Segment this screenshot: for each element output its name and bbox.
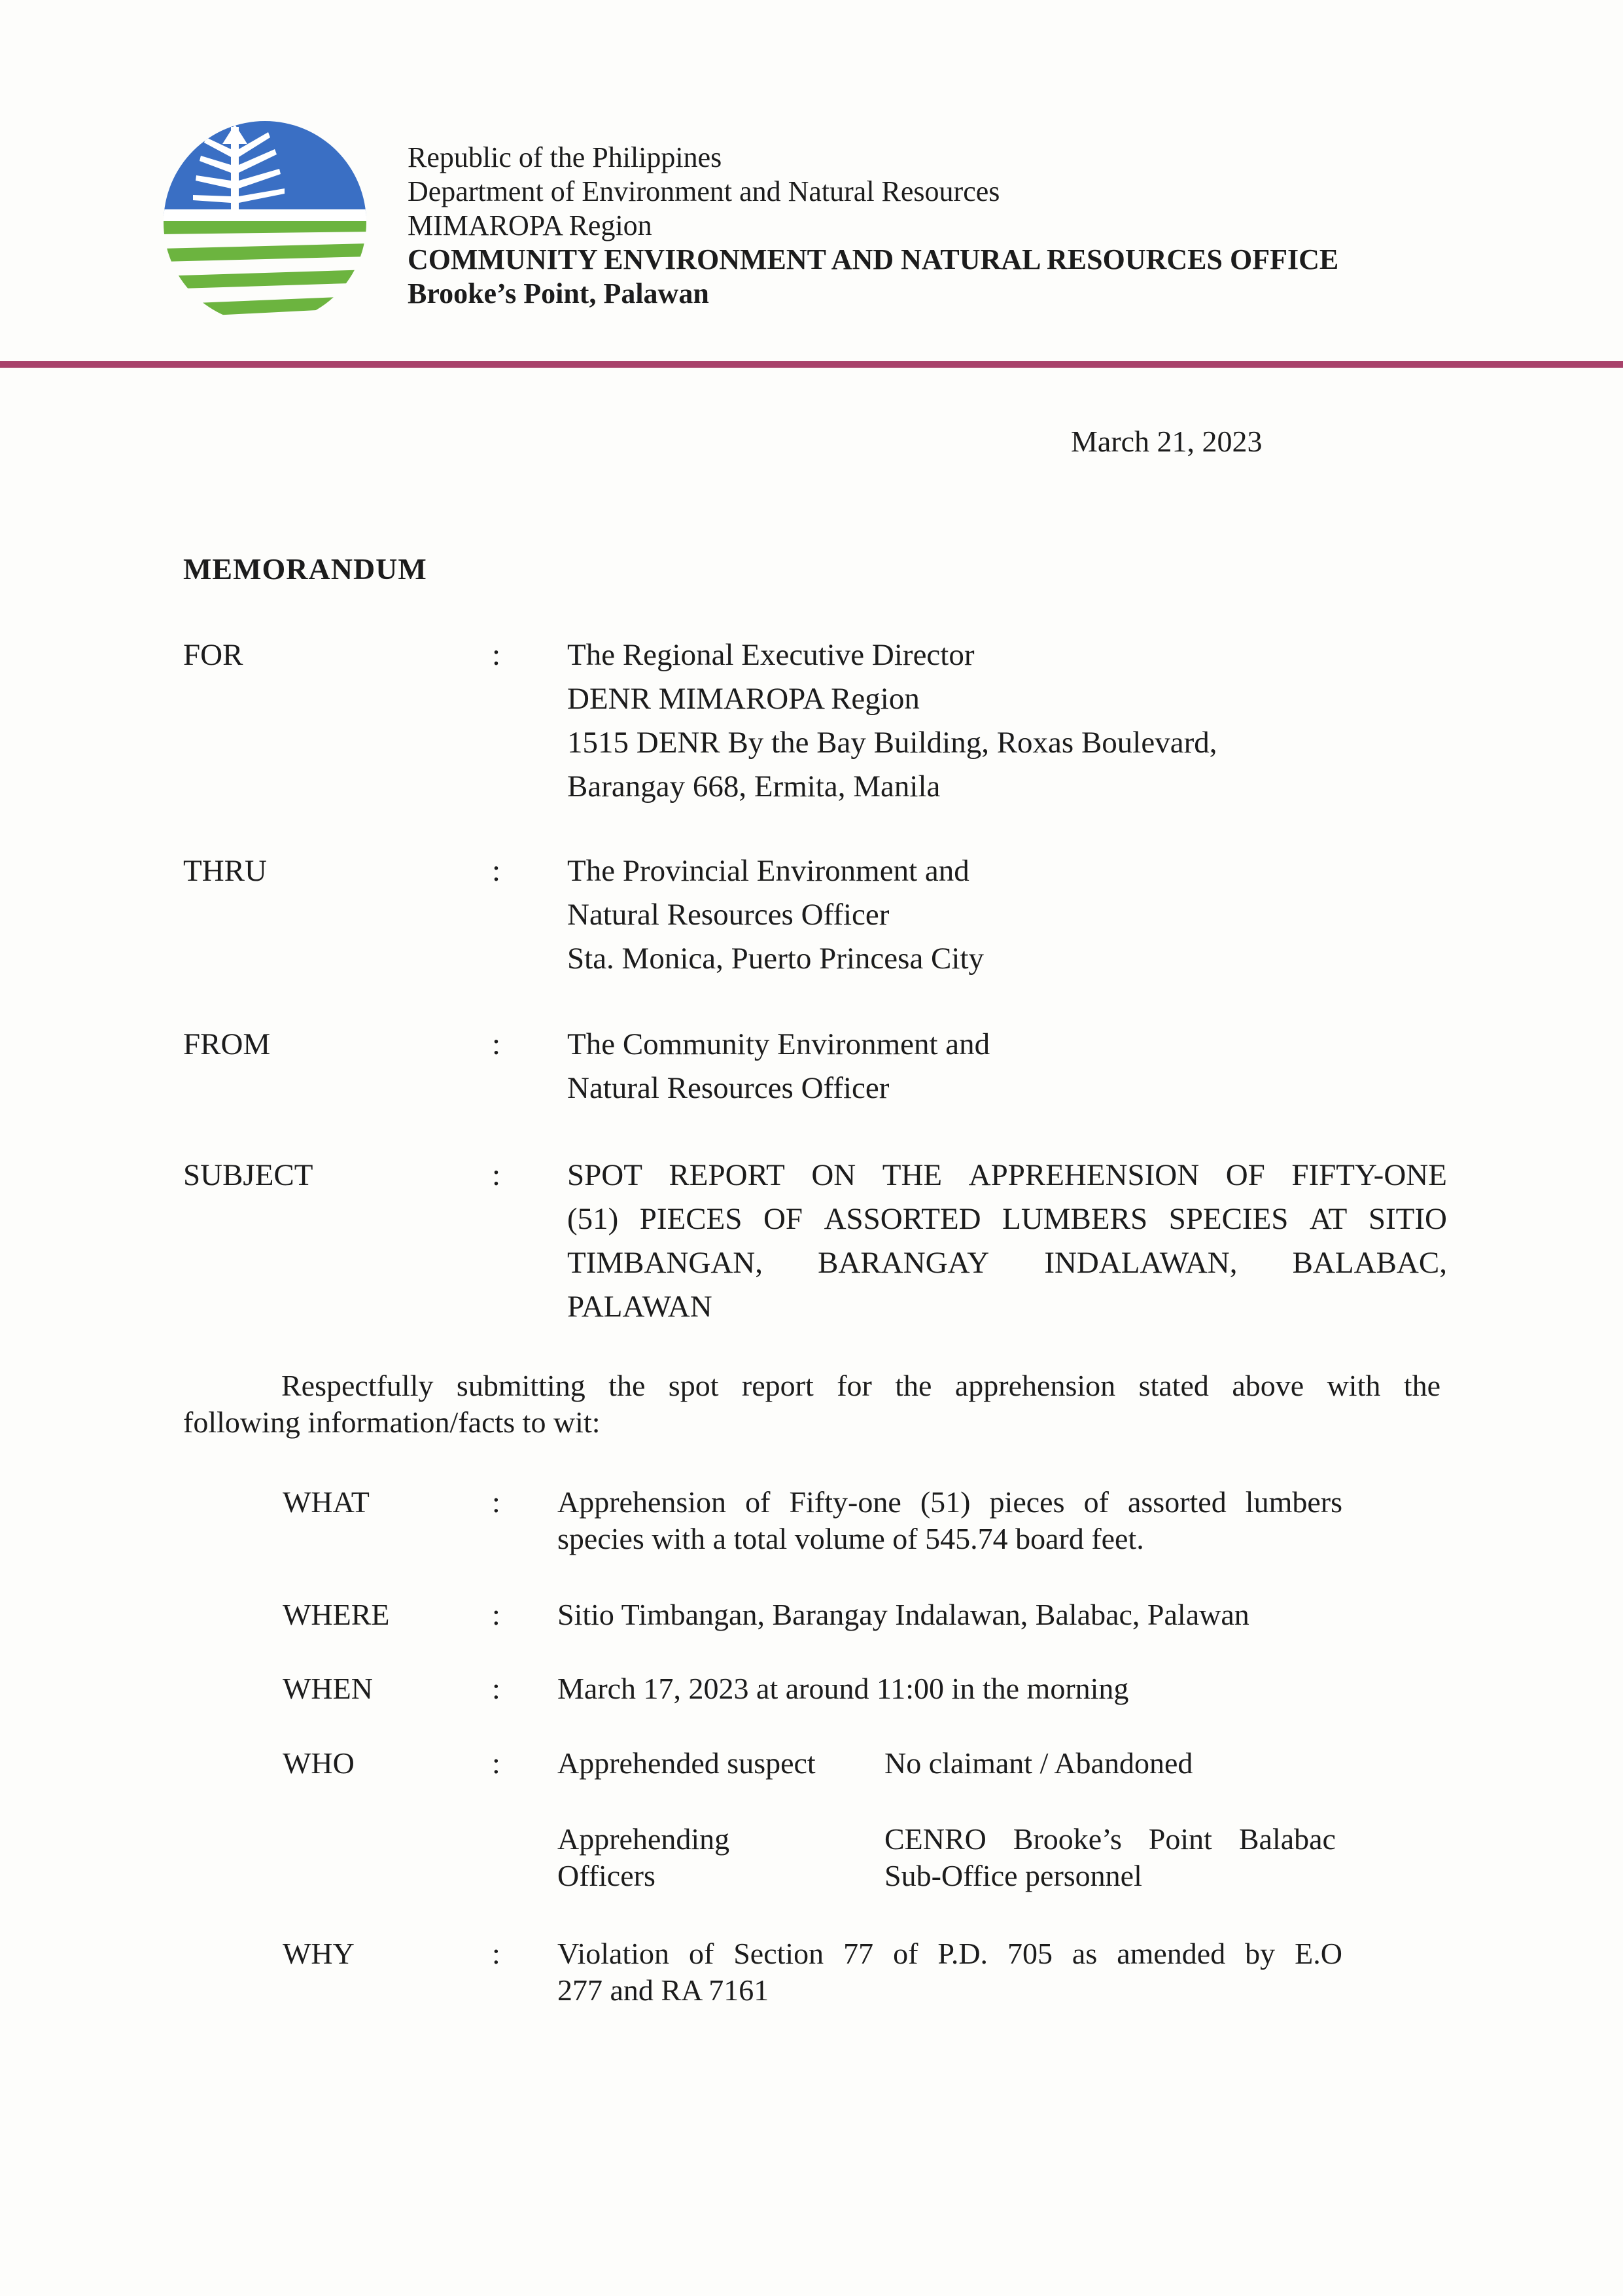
word: 705	[1007, 1937, 1053, 1970]
word: OF	[1225, 1158, 1265, 1192]
word: ON	[811, 1158, 856, 1192]
routing-line: Barangay 668, Ermita, Manila	[567, 769, 941, 804]
word: (51)	[920, 1485, 971, 1519]
routing-colon: :	[492, 1158, 501, 1192]
fact-colon: :	[492, 1746, 500, 1780]
who-suspect-value: No claimant / Abandoned	[884, 1746, 1193, 1780]
word: (51)	[567, 1202, 619, 1236]
subject-value	[567, 1154, 1447, 1329]
word: OF	[763, 1202, 803, 1236]
word: by	[1245, 1937, 1276, 1970]
intro-line: following information/facts to wit:	[183, 1405, 601, 1439]
word: as	[1072, 1937, 1098, 1970]
routing-line: The Community Environment and	[567, 1027, 990, 1061]
routing-value	[567, 633, 1623, 809]
word: PIECES	[639, 1202, 742, 1236]
fact-colon: :	[492, 1485, 500, 1519]
fact-line: 277 and RA 7161	[557, 1973, 769, 2007]
fact-line	[557, 1484, 1342, 1521]
word: of	[1083, 1485, 1109, 1519]
header-divider	[0, 361, 1623, 368]
routing-line: The Regional Executive Director	[567, 638, 975, 672]
word: of	[688, 1937, 714, 1970]
routing-line: Natural Resources Officer	[567, 1071, 890, 1105]
routing-line: The Provincial Environment and	[567, 854, 969, 888]
fact-colon: :	[492, 1937, 500, 1970]
header-line-republic: Republic of the Philippines	[408, 141, 722, 173]
header-line-region: MIMAROPA Region	[408, 209, 652, 241]
word: 77	[843, 1937, 874, 1970]
word: Apprehension	[557, 1485, 727, 1519]
routing-line: Sta. Monica, Puerto Princesa City	[567, 942, 985, 976]
word: TIMBANGAN,	[567, 1246, 763, 1280]
who-officers-label	[557, 1821, 884, 1894]
who-officers-label-line: Officers	[557, 1859, 655, 1892]
agency-header	[408, 141, 1338, 311]
routing-label: SUBJECT	[183, 1158, 313, 1192]
word: E.O	[1295, 1937, 1342, 1970]
memo-date: March 21, 2023	[1071, 425, 1263, 458]
word: of	[893, 1937, 918, 1970]
word: SITIO	[1368, 1202, 1447, 1236]
word: assorted	[1127, 1485, 1227, 1519]
word: Fifty-one	[789, 1485, 901, 1519]
word: INDALAWAN,	[1044, 1246, 1238, 1280]
word: AT	[1309, 1202, 1348, 1236]
fact-value	[557, 1670, 1375, 1707]
routing-label: THRU	[183, 854, 267, 888]
word: Point	[1148, 1822, 1212, 1856]
subject-line: PALAWAN	[567, 1290, 712, 1324]
header-line-location: Brooke’s Point, Palawan	[408, 277, 709, 309]
word: SPECIES	[1168, 1202, 1289, 1236]
intro-paragraph	[183, 1368, 1440, 1441]
header-line-department: Department of Environment and Natural Resources	[408, 175, 1000, 207]
word: THE	[882, 1158, 943, 1192]
word: REPORT	[669, 1158, 785, 1192]
fact-label: WHEN	[283, 1672, 373, 1705]
fact-value	[557, 1484, 1342, 1557]
word: ASSORTED	[824, 1202, 981, 1236]
fact-line: species with a total volume of 545.74 board feet.	[557, 1522, 1144, 1555]
fact-label: WHAT	[283, 1485, 370, 1519]
word: LUMBERS	[1002, 1202, 1148, 1236]
who-officers-value-line	[884, 1821, 1336, 1858]
word: pieces	[989, 1485, 1065, 1519]
fact-colon: :	[492, 1598, 500, 1631]
who-officers-label-line: Apprehending	[557, 1822, 730, 1856]
routing-line: 1515 DENR By the Bay Building, Roxas Boulevard,	[567, 726, 1217, 760]
fact-line: March 17, 2023 at around 11:00 in the morning	[557, 1672, 1129, 1705]
word: SPOT	[567, 1158, 642, 1192]
word: FIFTY-ONE	[1291, 1158, 1447, 1192]
memo-title: MEMORANDUM	[183, 552, 427, 586]
routing-label: FOR	[183, 638, 243, 672]
routing-label: FROM	[183, 1027, 271, 1061]
routing-colon: :	[492, 854, 501, 888]
fact-value	[557, 1597, 1375, 1633]
fact-line	[557, 1935, 1342, 1972]
who-officers-value	[884, 1821, 1336, 1894]
denr-logo-icon	[160, 118, 370, 327]
header-line-office: COMMUNITY ENVIRONMENT AND NATURAL RESOURCES OFFICE	[408, 243, 1339, 275]
word: APPREHENSION	[968, 1158, 1200, 1192]
fact-label: WHERE	[283, 1598, 390, 1631]
word: Violation	[557, 1937, 669, 1970]
who-suspect-label: Apprehended suspect	[557, 1746, 816, 1780]
subject-line	[567, 1241, 1447, 1285]
word: Brooke’s	[1013, 1822, 1122, 1856]
word: lumbers	[1245, 1485, 1342, 1519]
word: of	[745, 1485, 771, 1519]
word: Section	[733, 1937, 824, 1970]
routing-value	[567, 849, 1623, 981]
subject-line	[567, 1197, 1447, 1241]
word: P.D.	[937, 1937, 988, 1970]
fact-colon: :	[492, 1672, 500, 1705]
who-officers-value-line: Sub-Office personnel	[884, 1859, 1142, 1892]
word: amended	[1117, 1937, 1226, 1970]
routing-line: DENR MIMAROPA Region	[567, 682, 920, 716]
word: BALABAC,	[1292, 1246, 1447, 1280]
fact-label: WHY	[283, 1937, 355, 1970]
fact-label: WHO	[283, 1746, 355, 1780]
word: BARANGAY	[818, 1246, 990, 1280]
intro-line: Respectfully submitting the spot report for the apprehension stated above with the	[281, 1369, 1440, 1402]
fact-line: Sitio Timbangan, Barangay Indalawan, Balabac, Palawan	[557, 1598, 1249, 1631]
routing-value	[567, 1023, 1623, 1110]
subject-line	[567, 1154, 1447, 1197]
routing-colon: :	[492, 1027, 501, 1061]
word: Balabac	[1238, 1822, 1336, 1856]
word: CENRO	[884, 1822, 986, 1856]
routing-colon: :	[492, 638, 501, 672]
fact-value	[557, 1935, 1342, 2009]
routing-line: Natural Resources Officer	[567, 898, 890, 932]
